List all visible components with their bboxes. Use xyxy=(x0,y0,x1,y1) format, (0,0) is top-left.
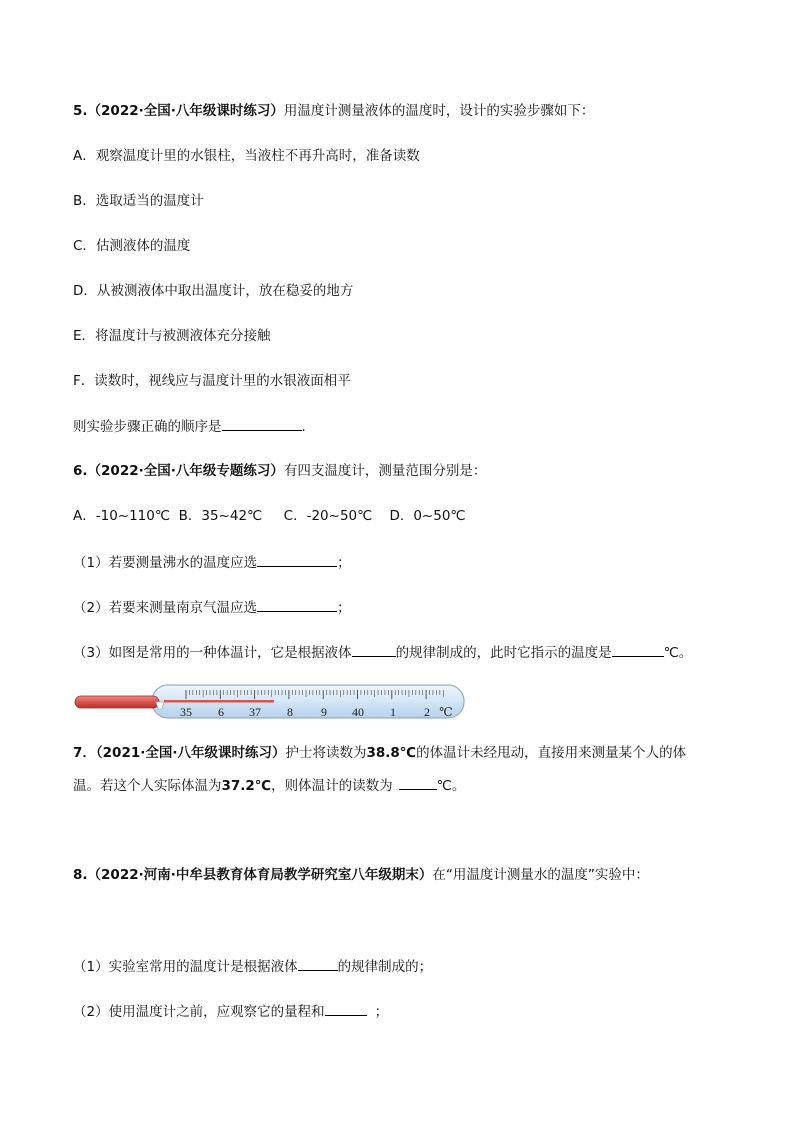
q6-number: 6. xyxy=(73,463,88,479)
q6-sub1 xyxy=(73,552,351,573)
scale-label: 35 xyxy=(180,705,192,719)
q6-sub2 xyxy=(73,597,351,618)
q5-step-a xyxy=(73,146,420,166)
step-text: 从被测液体中取出温度计，放在稳妥的地方 xyxy=(96,283,354,299)
q8-sub2-end: ； xyxy=(374,1004,389,1020)
q5-number: 5. xyxy=(73,103,88,119)
thermometer-liquid xyxy=(164,700,274,703)
q5-step-e xyxy=(73,326,271,346)
q6-title xyxy=(73,461,486,481)
thermometer-figure xyxy=(72,682,472,722)
scale-label: 8 xyxy=(287,705,293,719)
q8-sub1-end: 的规律制成的； xyxy=(337,959,433,975)
q5-stem: 用温度计测量液体的温度时，设计的实验步骤如下： xyxy=(283,103,595,119)
q7-line2-b: ，则体温计的读数为 xyxy=(271,778,393,794)
step-text: 将温度计与被测液体充分接触 xyxy=(95,328,271,344)
scale-label: 6 xyxy=(218,705,224,719)
thermometer-bulb xyxy=(75,696,159,708)
q6-sub3-blank1[interactable] xyxy=(352,642,396,657)
step-text: 读数时，视线应与温度计里的水银液面相平 xyxy=(94,373,351,389)
q6-sub3-text1: （3）如图是常用的一种体温计，它是根据液体 xyxy=(73,645,352,661)
q6-sub1-text: （1）若要测量沸水的温度应选 xyxy=(73,555,258,571)
q8-sub1 xyxy=(73,956,432,977)
q7-answer-blank[interactable] xyxy=(399,775,437,790)
q8-sub1-blank[interactable] xyxy=(298,956,338,971)
q6-sub3-unit: ℃。 xyxy=(663,645,693,661)
step-text: 选取适当的温度计 xyxy=(95,193,204,209)
q7-unit: ℃。 xyxy=(436,778,466,794)
q8-number: 8. xyxy=(73,867,88,883)
step-letter: F． xyxy=(73,373,95,389)
q5-answer-blank[interactable] xyxy=(222,416,302,431)
q5-end: . xyxy=(301,419,306,435)
step-letter: B． xyxy=(73,193,96,209)
q7-val2: 37.2℃ xyxy=(221,778,272,794)
scale-label: 1 xyxy=(390,705,396,719)
q8-source: （2022·河南·中牟县教育体育局教学研究室八年级期末） xyxy=(87,867,433,883)
q7-text2: 的体温计未经甩动，直接用来测量某个人的体 xyxy=(416,745,687,761)
q5-source: （2022·全国·八年级课时练习） xyxy=(87,103,284,119)
scale-label: 40 xyxy=(352,705,364,719)
step-text: 估测液体的温度 xyxy=(95,238,191,254)
step-letter: C． xyxy=(73,238,96,254)
q6-sub1-end: ； xyxy=(337,555,351,571)
q8-sub2-text: （2）使用温度计之前，应观察它的量程和 xyxy=(73,1004,325,1020)
q5-question xyxy=(73,416,306,437)
q5-question-text: 则实验步骤正确的顺序是 xyxy=(73,419,222,435)
q5-step-d xyxy=(73,281,353,301)
q6-sub1-blank[interactable] xyxy=(257,552,337,567)
step-letter: E． xyxy=(73,328,96,344)
step-text: 观察温度计里的水银柱，当液柱不再升高时，准备读数 xyxy=(95,148,420,164)
scale-label: 9 xyxy=(321,705,327,719)
q8-sub2 xyxy=(73,1001,388,1022)
q6-sub2-end: ； xyxy=(337,600,351,616)
q5-title xyxy=(73,101,594,121)
step-letter: D． xyxy=(73,283,97,299)
q5-step-c xyxy=(73,236,190,256)
q6-sub2-text: （2）若要来测量南京气温应选 xyxy=(73,600,258,616)
q7-text1: 护士将读数为 xyxy=(285,745,367,761)
q6-sub3-blank2[interactable] xyxy=(612,642,664,657)
q8-title xyxy=(73,865,649,885)
q6-sub3-text2: 的规律制成的，此时它指示的温度是 xyxy=(395,645,612,661)
q7-source: （2021·全国·八年级课时练习） xyxy=(95,745,286,761)
scale-label: 2 xyxy=(424,705,430,719)
q7-line2 xyxy=(73,775,465,796)
q5-step-f xyxy=(73,371,351,391)
scale-unit: ℃ xyxy=(439,705,453,719)
scale-label: 37 xyxy=(249,705,261,719)
q7-val1: 38.8℃ xyxy=(366,745,417,761)
q7-line2-a: 温。若这个人实际体温为 xyxy=(73,778,222,794)
q8-sub1-text: （1）实验室常用的温度计是根据液体 xyxy=(73,959,298,975)
q6-sub2-blank[interactable] xyxy=(257,597,337,612)
q8-sub2-blank[interactable] xyxy=(325,1001,367,1016)
q7-number: 7． xyxy=(73,745,96,761)
q6-source: （2022·全国·八年级专题练习） xyxy=(87,463,284,479)
q6-options: A．-10~110℃ B．35~42℃ C．-20~50℃ D．0~50℃ xyxy=(73,508,466,524)
q5-step-b xyxy=(73,191,204,211)
q6-stem: 有四支温度计，测量范围分别是： xyxy=(283,463,487,479)
q6-sub3 xyxy=(73,642,692,663)
step-letter: A． xyxy=(73,148,96,164)
q7-line1 xyxy=(73,743,686,763)
q8-stem: 在“用温度计测量水的温度”实验中： xyxy=(432,867,649,883)
